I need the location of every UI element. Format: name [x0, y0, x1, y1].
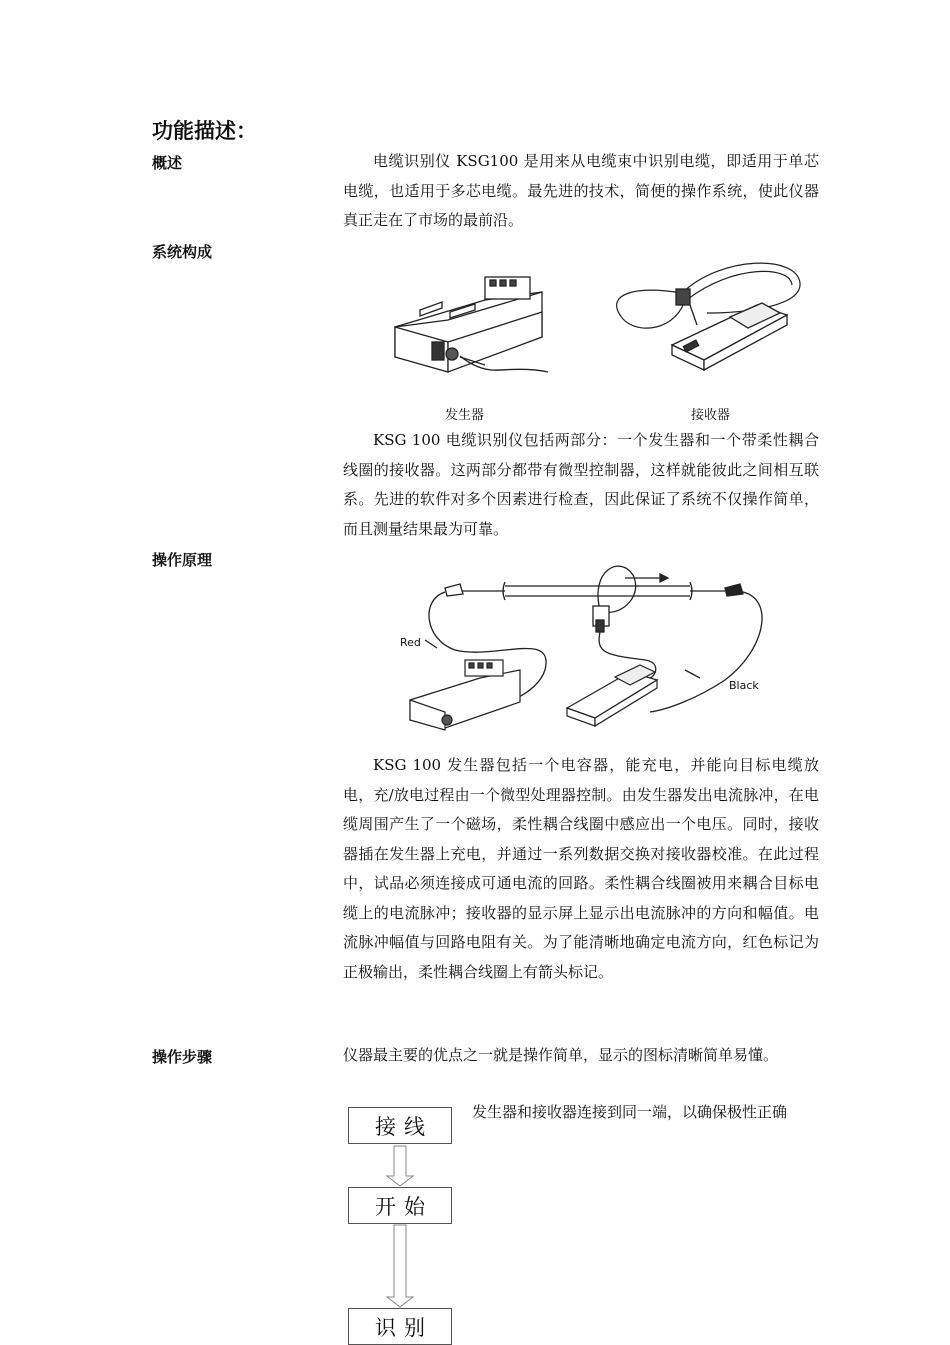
generator-caption: 发生器 — [445, 408, 485, 423]
overview-text: 电缆识别仪 KSG100 是用来从电缆束中识别电缆，即适用于单芯电缆，也适用于多芯电缆。最先进的技术，简便的操作系统，使此仪器真正走在了市场的最前沿。 — [343, 152, 819, 229]
system-text: KSG 100 电缆识别仪包括两部分：一个发生器和一个带柔性耦合线圈的接收器。这两部分都带有微型控制器，这样就能彼此之间相互联系。先进的软件对多个因素进行检查，因此保证了系统不仅操作简单，而且测量结果最为可靠。 — [343, 431, 819, 538]
flow-note: 发生器和接收器连接到同一端，以确保极性正确 — [472, 1103, 788, 1121]
flow-step-start: 开始 — [348, 1187, 452, 1224]
section-label-system: 系统构成 — [152, 243, 213, 261]
section-label-overview: 概述 — [152, 154, 183, 172]
principle-diagram — [395, 560, 775, 745]
red-lead-label: Red — [400, 636, 421, 649]
flow-step-identify: 识别 — [348, 1308, 452, 1345]
principle-text: KSG 100 发生器包括一个电容器，能充电，并能向目标电缆放电，充/放电过程由一个微型处理器控制。由发生器发出电流脉冲，在电缆周围产生了一个磁场，柔性耦合线圈中感应出一个电压。同时，接收器插在发生器上充电，并通过一系列数据交换对接收器校准。在此过程中，试品必须连接成可通电流的回路。柔性耦合线圈被用来耦合目标电缆上的电流脉冲；接收器的显示屏上显示出电流脉冲的方向和幅值。电流脉冲幅值与回路电阻有关。为了能清晰地确定电流方向，红色标记为正极输出，柔性耦合线圈上有箭头标记。 — [343, 756, 819, 981]
section-label-steps: 操作步骤 — [152, 1048, 213, 1066]
page-title: 功能描述： — [152, 119, 257, 143]
flow-arrows — [380, 1140, 420, 1320]
receiver-caption: 接收器 — [691, 408, 731, 423]
receiver-illustration — [612, 255, 802, 385]
flow-step-connect: 接线 — [348, 1107, 452, 1144]
black-lead-label: Black — [729, 679, 759, 692]
generator-illustration — [390, 272, 550, 382]
section-label-principle: 操作原理 — [152, 551, 213, 569]
steps-text: 仪器最主要的优点之一就是操作简单，显示的图标清晰简单易懂。 — [343, 1046, 779, 1064]
